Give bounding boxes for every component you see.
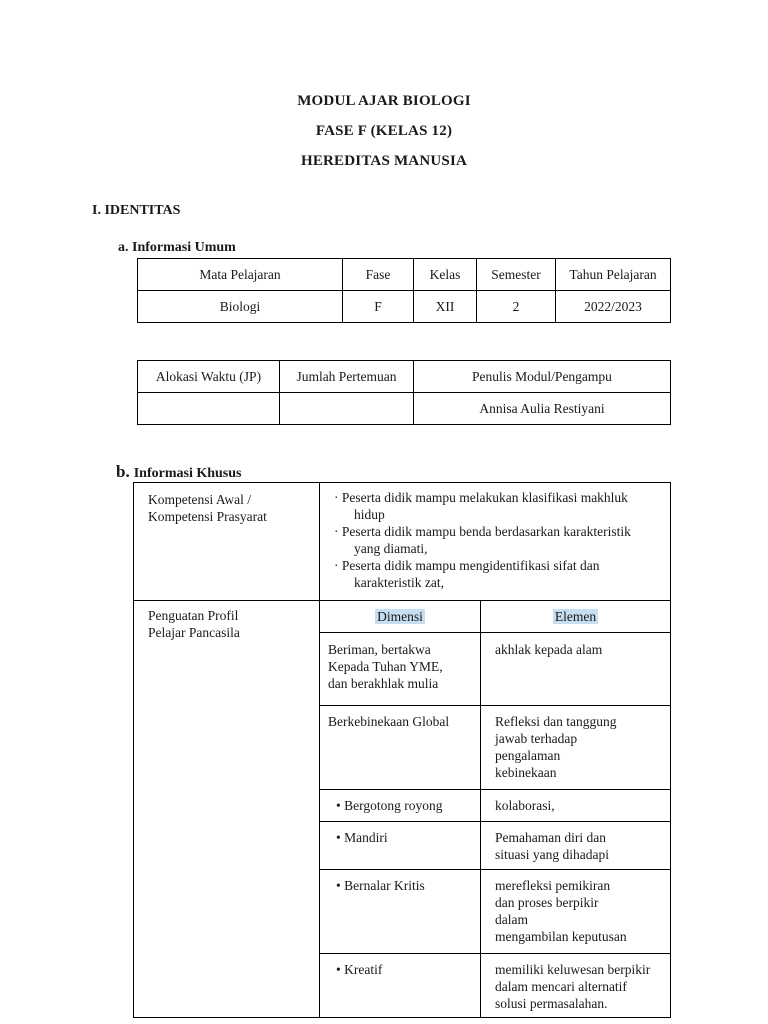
profil-label-cell bbox=[134, 601, 320, 1018]
elemen-line: dalam mencari alternatif bbox=[495, 979, 627, 994]
value-jumlah-pertemuan bbox=[280, 393, 414, 425]
profil-label-line: Pelajar Pancasila bbox=[148, 625, 240, 640]
dimensi-line: • Bergotong royong bbox=[336, 798, 443, 813]
doc-title: MODUL AJAR BIOLOGI bbox=[297, 93, 471, 109]
dimensi-line: Berkebinekaan Global bbox=[328, 714, 450, 729]
elemen-cell bbox=[481, 954, 671, 1018]
elemen-cell bbox=[481, 633, 671, 706]
doc-subtitle-topic: HEREDITAS MANUSIA bbox=[300, 153, 468, 169]
kompetensi-item-text: · Peserta didik mampu melakukan klasifikasi makhluk bbox=[334, 490, 628, 505]
elemen-line: pengalaman bbox=[495, 748, 561, 763]
elemen-cell bbox=[481, 790, 671, 822]
elemen-cell bbox=[481, 870, 671, 954]
elemen-line: kebinekaan bbox=[495, 765, 557, 780]
dimensi-line: Kepada Tuhan YME, bbox=[328, 659, 443, 674]
dimensi-line: • Mandiri bbox=[336, 830, 388, 845]
info-khusus-label: Informasi Khusus bbox=[133, 466, 242, 481]
elemen-line: dan proses berpikir bbox=[495, 895, 599, 910]
kompetensi-item-text: · Peserta didik mampu benda berdasarkan karakteristik bbox=[334, 524, 631, 539]
elemen-cell bbox=[481, 822, 671, 870]
kompetensi-item-text: yang diamati, bbox=[354, 541, 428, 556]
elemen-line: memiliki keluwesan berpikir bbox=[495, 962, 651, 977]
dimensi-cell bbox=[320, 633, 481, 706]
value-fase: F bbox=[343, 291, 414, 323]
value-semester: 2 bbox=[477, 291, 556, 323]
value-mata-pelajaran: Biologi bbox=[138, 291, 343, 323]
elemen-line: merefleksi pemikiran bbox=[495, 878, 611, 893]
dimensi-line: • Kreatif bbox=[336, 962, 383, 977]
elemen-line: situasi yang dihadapi bbox=[495, 847, 609, 862]
elemen-line: Refleksi dan tanggung bbox=[495, 714, 617, 729]
value-kelas: XII bbox=[414, 291, 477, 323]
header-alokasi-waktu: Alokasi Waktu (JP) bbox=[138, 361, 280, 393]
header-tahun-pelajaran: Tahun Pelajaran bbox=[556, 259, 671, 291]
elemen-line: Pemahaman diri dan bbox=[495, 830, 606, 845]
header-jumlah-pertemuan: Jumlah Pertemuan bbox=[280, 361, 414, 393]
dimensi-line: • Bernalar Kritis bbox=[336, 878, 425, 893]
info-umum-heading: a. Informasi Umum bbox=[118, 240, 236, 255]
elemen-header-text: Elemen bbox=[554, 608, 597, 624]
info-umum-table bbox=[137, 258, 671, 323]
kompetensi-item-text: hidup bbox=[354, 507, 385, 522]
doc-subtitle-phase: FASE F (KELAS 12) bbox=[315, 123, 453, 139]
header-kelas: Kelas bbox=[414, 259, 477, 291]
info-khusus-table bbox=[133, 482, 671, 1018]
alokasi-table bbox=[137, 360, 671, 425]
header-fase: Fase bbox=[343, 259, 414, 291]
elemen-line: mengambilan keputusan bbox=[495, 929, 627, 944]
elemen-line: kolaborasi, bbox=[495, 798, 555, 813]
header-penulis-modul: Penulis Modul/Pengampu bbox=[414, 361, 671, 393]
dimensi-cell bbox=[320, 822, 481, 870]
elemen-cell bbox=[481, 706, 671, 790]
kompetensi-label-line: Kompetensi Prasyarat bbox=[148, 509, 267, 524]
header-dimensi bbox=[320, 601, 481, 633]
value-tahun-pelajaran: 2022/2023 bbox=[556, 291, 671, 323]
header-semester: Semester bbox=[477, 259, 556, 291]
dimensi-cell bbox=[320, 790, 481, 822]
header-mata-pelajaran: Mata Pelajaran bbox=[138, 259, 343, 291]
elemen-line: dalam bbox=[495, 912, 528, 927]
value-alokasi-waktu bbox=[138, 393, 280, 425]
kompetensi-item-text: · Peserta didik mampu mengidentifikasi sifat dan bbox=[334, 558, 600, 573]
profil-label-line: Penguatan Profil bbox=[148, 608, 239, 623]
kompetensi-label-cell bbox=[134, 483, 320, 601]
elemen-line: jawab terhadap bbox=[495, 731, 578, 746]
dimensi-cell bbox=[320, 954, 481, 1018]
dimensi-cell bbox=[320, 706, 481, 790]
dimensi-line: Beriman, bertakwa bbox=[328, 642, 431, 657]
info-khusus-heading bbox=[116, 462, 241, 482]
dimensi-header-text: Dimensi bbox=[377, 608, 423, 624]
dimensi-cell bbox=[320, 870, 481, 954]
kompetensi-item-text: karakteristik zat, bbox=[354, 575, 444, 590]
value-penulis-modul: Annisa Aulia Restiyani bbox=[414, 393, 671, 425]
info-khusus-letter: b. bbox=[116, 462, 130, 481]
elemen-line: akhlak kepada alam bbox=[495, 642, 603, 657]
kompetensi-label-line: Kompetensi Awal / bbox=[148, 492, 251, 507]
section-identitas-heading: I. IDENTITAS bbox=[92, 203, 181, 218]
kompetensi-content-cell bbox=[320, 483, 671, 601]
elemen-line: solusi permasalahan. bbox=[495, 996, 608, 1011]
dimensi-line: dan berakhlak mulia bbox=[328, 676, 439, 691]
header-elemen bbox=[481, 601, 671, 633]
